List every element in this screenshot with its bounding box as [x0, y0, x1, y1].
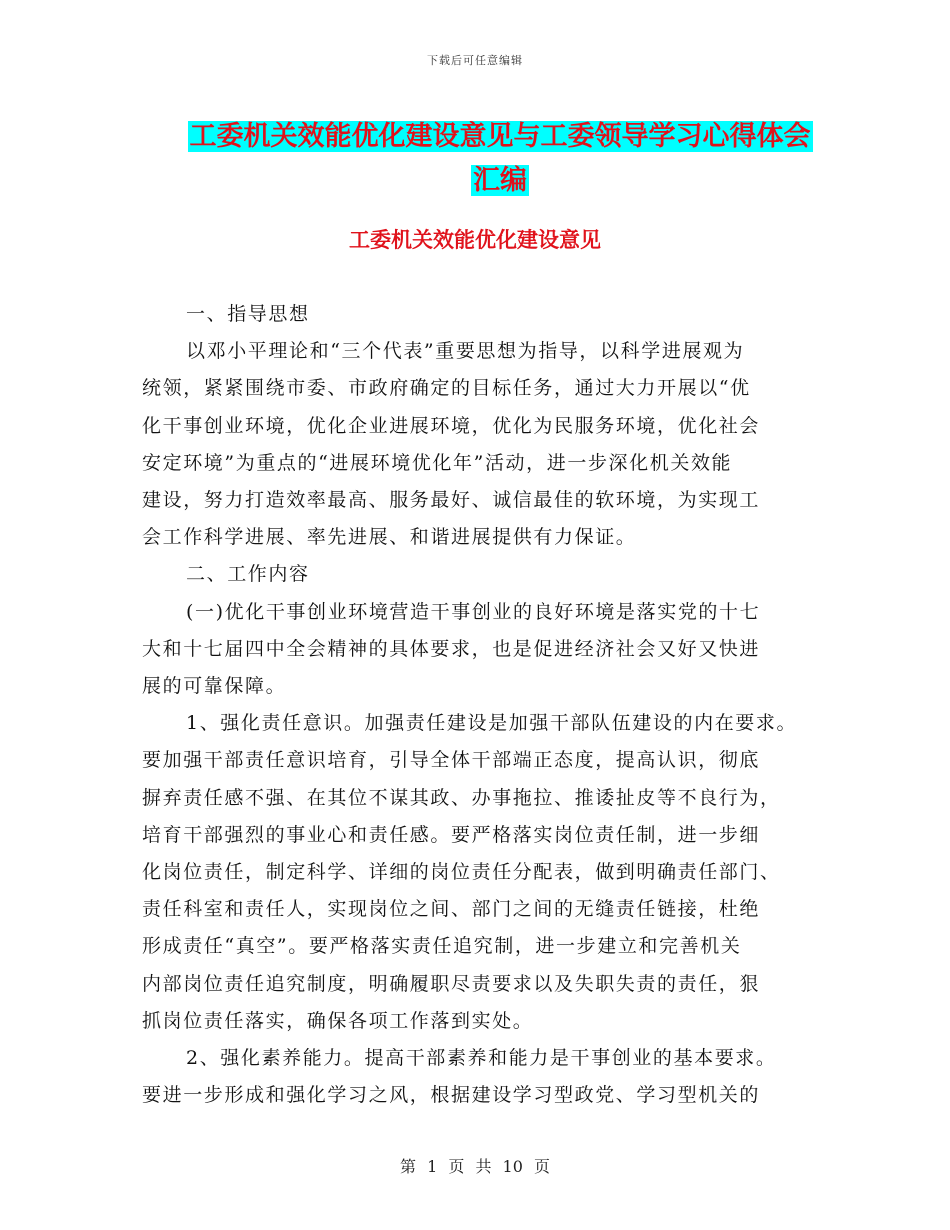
paragraph-line: 以邓小平理论和“三个代表”重要思想为指导，以科学进展观为	[186, 340, 745, 363]
paragraph-line: 摒弃责任感不强、在其位不谋其政、办事拖拉、推诿扯皮等不良行为，	[142, 786, 781, 809]
paragraph-line: 安定环境”为重点的“进展环境优化年”活动，进一步深化机关效能	[142, 451, 733, 474]
title-highlight-1: 工委机关效能优化建设意见与工委领导学习心得体会	[189, 121, 811, 152]
paragraph-line: (一)优化干事创业环境营造干事创业的良好环境是落实党的十七	[186, 600, 761, 623]
paragraph-line: 抓岗位责任落实，确保各项工作落到实处。	[142, 1009, 534, 1032]
paragraph-line: 1、强化责任意识。加强责任建设是加强干部队伍建设的内在要求。	[186, 712, 798, 735]
title-highlight-2: 汇编	[473, 165, 527, 196]
paragraph-line: 要进一步形成和强化学习之风，根据建设学习型政党、学习型机关的	[142, 1084, 761, 1107]
page-footer: 第 1 页 共 10 页	[400, 1157, 550, 1176]
heading-guiding-thought: 一、指导思想	[186, 303, 310, 325]
paragraph-line: 展的可靠保障。	[142, 675, 287, 698]
paragraph-line: 化岗位责任，制定科学、详细的岗位责任分配表，做到明确责任部门、	[142, 861, 781, 884]
paragraph-line: 化干事创业环境，优化企业进展环境，优化为民服务环境，优化社会	[142, 414, 761, 437]
paragraph-line: 内部岗位责任追究制度，明确履职尽责要求以及失职失责的责任，狠	[142, 972, 761, 995]
paragraph-line: 建设，努力打造效率最高、服务最好、诚信最佳的软环境，为实现工	[142, 489, 761, 512]
document-title-line-1	[140, 114, 860, 153]
paragraph-line: 统领，紧紧围绕市委、市政府确定的目标任务，通过大力开展以“优	[142, 377, 751, 400]
document-title-line-2	[140, 158, 860, 197]
paragraph-line: 会工作科学进展、率先进展、和谐进展提供有力保证。	[142, 526, 637, 549]
paragraph-line: 形成责任“真空”。要严格落实责任追究制，进一步建立和完善机关	[142, 935, 742, 958]
section-title: 工委机关效能优化建设意见	[349, 228, 601, 252]
heading-work-content: 二、工作内容	[186, 563, 310, 586]
paragraph-line: 培育干部强烈的事业心和责任感。要严格落实岗位责任制，进一步细	[142, 823, 761, 846]
paragraph-line: 要加强干部责任意识培育，引导全体干部端正态度，提高认识，彻底	[142, 749, 761, 772]
paragraph-line: 责任科室和责任人，实现岗位之间、部门之间的无缝责任链接，杜绝	[142, 898, 761, 921]
paragraph-line: 大和十七届四中全会精神的具体要求，也是促进经济社会又好又快进	[142, 637, 761, 660]
document-body	[142, 296, 822, 1114]
paragraph-line: 2、强化素养能力。提高干部素养和能力是干事创业的基本要求。	[186, 1047, 777, 1070]
header-note: 下载后可任意编辑	[427, 54, 523, 67]
